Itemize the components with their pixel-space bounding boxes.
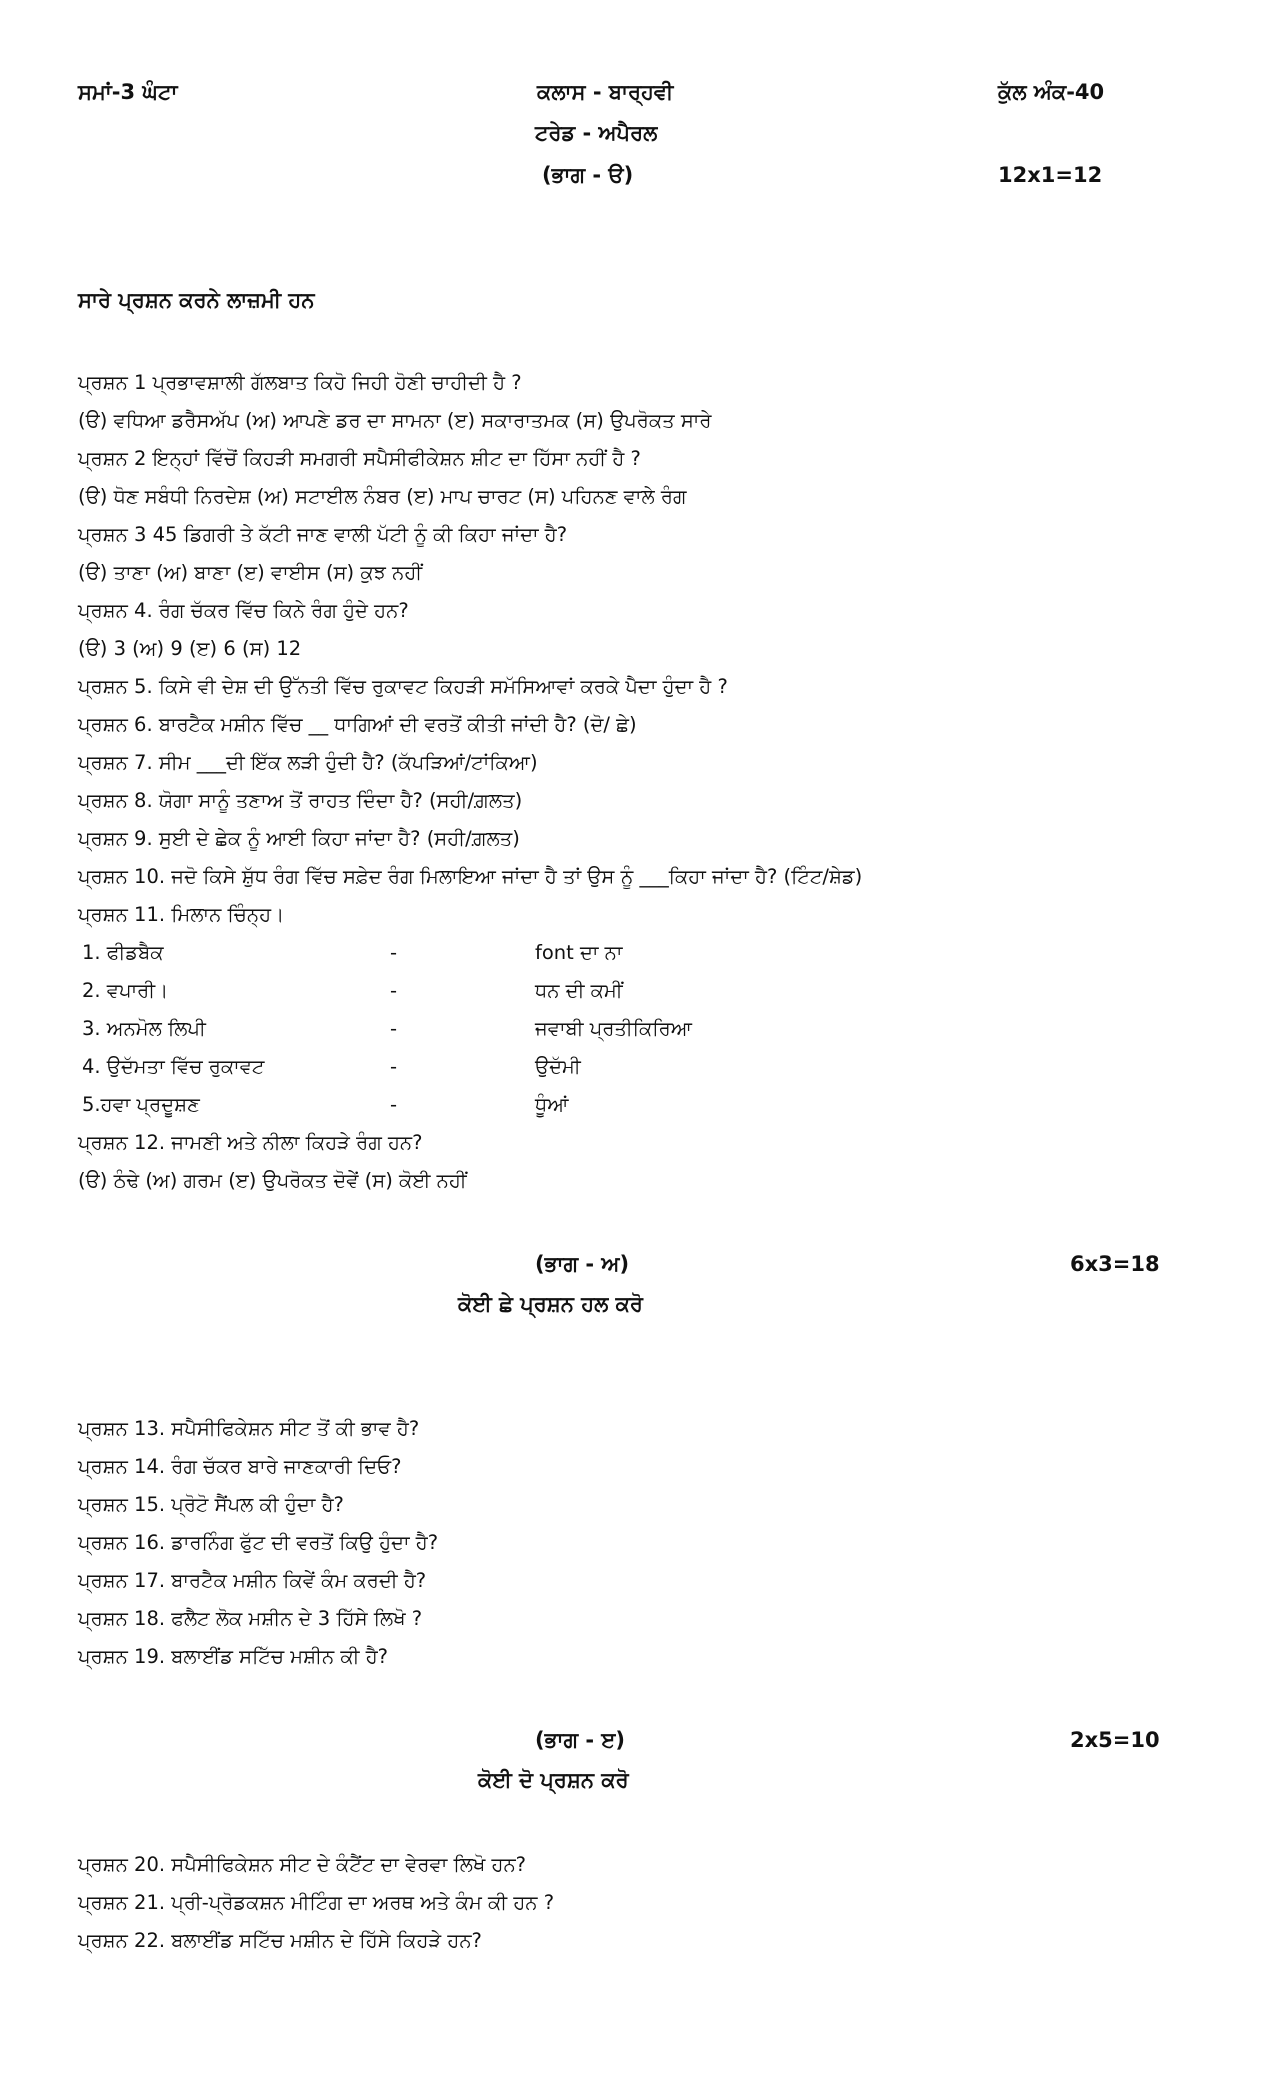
exam-total-marks: ਕੁੱਲ ਅੰਕ-40	[998, 80, 1105, 104]
match-dash: -	[390, 941, 398, 964]
question-line: ਪ੍ਰਸ਼ਨ 19. ਬਲਾਈਂਡ ਸਟਿੱਚ ਮਸ਼ੀਨ ਕੀ ਹੈ?	[78, 1645, 389, 1668]
part-a-marks: 12x1=12	[998, 163, 1103, 187]
match-left-item: 5.ਹਵਾ ਪ੍ਰਦੂਸ਼ਣ	[82, 1093, 200, 1116]
part-b-title: (ਭਾਗ - ਅ)	[535, 1252, 630, 1276]
exam-trade: ਟਰੇਡ - ਅਪੈਰਲ	[535, 121, 658, 145]
match-left-item: 3. ਅਨਮੋਲ ਲਿਪੀ	[82, 1017, 206, 1040]
match-left-item: 2. ਵਪਾਰੀ।	[82, 979, 169, 1002]
question-line: ਪ੍ਰਸ਼ਨ 7. ਸੀਮ ___ਦੀ ਇੱਕ ਲੜੀ ਹੁੰਦੀ ਹੈ? (ਕੱਪੜਿਆਂ/ਟਾਂਕਿਆ)	[78, 751, 538, 774]
question-line: ਪ੍ਰਸ਼ਨ 6. ਬਾਰਟੈਕ ਮਸ਼ੀਨ ਵਿੱਚ __ ਧਾਗਿਆਂ ਦੀ ਵਰਤੋਂ ਕੀਤੀ ਜਾਂਦੀ ਹੈ? (ਦੋ/ ਛੇ)	[78, 713, 637, 736]
question-line: ਪ੍ਰਸ਼ਨ 10. ਜਦੋ ਕਿਸੇ ਸ਼ੁੱਧ ਰੰਗ ਵਿੱਚ ਸਫ਼ੇਦ ਰੰਗ ਮਿਲਾਇਆ ਜਾਂਦਾ ਹੈ ਤਾਂ ਉਸ ਨੂੰ ___ਕਿਹਾ ਜਾਂਦਾ ਹੈ? (ਟਿੰਟ/ਸ਼ੇਡ)	[78, 865, 863, 888]
question-line: ਪ੍ਰਸ਼ਨ 3 45 ਡਿਗਰੀ ਤੇ ਕੱਟੀ ਜਾਣ ਵਾਲੀ ਪੱਟੀ ਨੂੰ ਕੀ ਕਿਹਾ ਜਾਂਦਾ ਹੈ?	[78, 523, 568, 546]
part-a-instruction: ਸਾਰੇ ਪ੍ਰਸ਼ਨ ਕਰਨੇ ਲਾਜ਼ਮੀ ਹਨ	[78, 288, 315, 312]
part-a-title: (ਭਾਗ - ੳ)	[542, 163, 634, 187]
match-right-item: ਉਦੱਮੀ	[535, 1055, 581, 1078]
question-line: (ੳ) ਤਾਣਾ (ਅ) ਬਾਣਾ (ੲ) ਵਾਈਸ (ਸ) ਕੁਝ ਨਹੀਂ	[78, 561, 423, 584]
question-line: (ੳ) ਵਧਿਆ ਡਰੈਸਅੱਪ (ਅ) ਆਪਣੇ ਡਰ ਦਾ ਸਾਮਨਾ (ੲ) ਸਕਾਰਾਤਮਕ (ਸ) ਉਪਰੋਕਤ ਸਾਰੇ	[78, 409, 712, 432]
match-right-item: ਧਨ ਦੀ ਕਮੀਂ	[535, 979, 623, 1002]
match-dash: -	[390, 1017, 398, 1040]
question-line: ਪ੍ਰਸ਼ਨ 17. ਬਾਰਟੈਕ ਮਸ਼ੀਨ ਕਿਵੇਂ ਕੰਮ ਕਰਦੀ ਹੈ?	[78, 1569, 427, 1592]
question-line: ਪ੍ਰਸ਼ਨ 22. ਬਲਾਈਂਡ ਸਟਿੱਚ ਮਸ਼ੀਨ ਦੇ ਹਿੱਸੇ ਕਿਹੜੇ ਹਨ?	[78, 1929, 482, 1952]
part-b-marks: 6x3=18	[1070, 1252, 1160, 1276]
question-line: (ੳ) ਧੋਣ ਸਬੰਧੀ ਨਿਰਦੇਸ਼ (ਅ) ਸਟਾਈਲ ਨੰਬਰ (ੲ) ਮਾਪ ਚਾਰਟ (ਸ) ਪਹਿਨਣ ਵਾਲੇ ਰੰਗ	[78, 485, 687, 508]
question-line: ਪ੍ਰਸ਼ਨ 20. ਸਪੈਸੀਫਿਕੇਸ਼ਨ ਸੀਟ ਦੇ ਕੰਟੈਂਟ ਦਾ ਵੇਰਵਾ ਲਿਖੋ ਹਨ?	[78, 1853, 527, 1876]
question-line: ਪ੍ਰਸ਼ਨ 4. ਰੰਗ ਚੱਕਰ ਵਿੱਚ ਕਿਨੇ ਰੰਗ ਹੁੰਦੇ ਹਨ?	[78, 599, 409, 622]
question-line: (ੳ) 3 (ਅ) 9 (ੲ) 6 (ਸ) 12	[78, 637, 302, 660]
question-options: (ੳ) ਠੰਢੇ (ਅ) ਗਰਮ (ੲ) ਉਪਰੋਕਤ ਦੋਵੇਂ (ਸ) ਕੋਈ ਨਹੀਂ	[78, 1169, 467, 1192]
part-c-title: (ਭਾਗ - ੲ)	[535, 1728, 626, 1752]
match-left-item: 4. ਉਦੱਮਤਾ ਵਿੱਚ ਰੁਕਾਵਟ	[82, 1055, 265, 1078]
question-line: ਪ੍ਰਸ਼ਨ 9. ਸੁਈ ਦੇ ਛੇਕ ਨੂੰ ਆਈ ਕਿਹਾ ਜਾਂਦਾ ਹੈ? (ਸਹੀ/ਗ਼ਲਤ)	[78, 827, 520, 850]
question-line: ਪ੍ਰਸ਼ਨ 8. ਯੋਗਾ ਸਾਨੂੰ ਤਣਾਅ ਤੋਂ ਰਾਹਤ ਦਿੰਦਾ ਹੈ? (ਸਹੀ/ਗ਼ਲਤ)	[78, 789, 523, 812]
match-right-item: ਜਵਾਬੀ ਪ੍ਰਤੀਕਿਰਿਆ	[535, 1017, 692, 1040]
question-line: ਪ੍ਰਸ਼ਨ 15. ਪ੍ਰੋਟੋ ਸੈਂਪਲ ਕੀ ਹੁੰਦਾ ਹੈ?	[78, 1493, 344, 1516]
match-dash: -	[390, 1055, 398, 1078]
question-line: ਪ੍ਰਸ਼ਨ 11. ਮਿਲਾਨ ਚਿੰਨ੍ਹ।	[78, 903, 285, 926]
match-dash: -	[390, 1093, 398, 1116]
part-c-instruction: ਕੋਈ ਦੋ ਪ੍ਰਸ਼ਨ ਕਰੋ	[478, 1768, 629, 1792]
match-right-item: font ਦਾ ਨਾ	[535, 941, 623, 964]
question-line: ਪ੍ਰਸ਼ਨ 13. ਸਪੈਸੀਫਿਕੇਸ਼ਨ ਸੀਟ ਤੋਂ ਕੀ ਭਾਵ ਹੈ?	[78, 1417, 420, 1440]
question-line: ਪ੍ਰਸ਼ਨ 5. ਕਿਸੇ ਵੀ ਦੇਸ਼ ਦੀ ਉੱਨਤੀ ਵਿੱਚ ਰੁਕਾਵਟ ਕਿਹੜੀ ਸਮੱਸਿਆਵਾਂ ਕਰਕੇ ਪੈਦਾ ਹੁੰਦਾ ਹੈ ?	[78, 675, 728, 698]
question-line: ਪ੍ਰਸ਼ਨ 12. ਜਾਮਣੀ ਅਤੇ ਨੀਲਾ ਕਿਹੜੇ ਰੰਗ ਹਨ?	[78, 1131, 423, 1154]
exam-class: ਕਲਾਸ - ਬਾਰ੍ਹਵੀ	[537, 80, 674, 104]
exam-duration: ਸਮਾਂ-3 ਘੰਟਾ	[78, 80, 178, 104]
part-b-instruction: ਕੋਈ ਛੇ ਪ੍ਰਸ਼ਨ ਹਲ ਕਰੋ	[458, 1292, 643, 1316]
question-line: ਪ੍ਰਸ਼ਨ 16. ਡਾਰਨਿੰਗ ਫੁੱਟ ਦੀ ਵਰਤੋਂ ਕਿਉ ਹੁੰਦਾ ਹੈ?	[78, 1531, 439, 1554]
match-dash: -	[390, 979, 398, 1002]
match-right-item: ਧੂੰਆਂ	[535, 1093, 569, 1116]
match-left-item: 1. ਫੀਡਬੈਕ	[82, 941, 164, 964]
question-line: ਪ੍ਰਸ਼ਨ 1 ਪ੍ਰਭਾਵਸ਼ਾਲੀ ਗੱਲਬਾਤ ਕਿਹੋ ਜਿਹੀ ਹੋਣੀ ਚਾਹੀਦੀ ਹੈ ?	[78, 371, 522, 394]
question-line: ਪ੍ਰਸ਼ਨ 18. ਫਲੈਟ ਲੋਕ ਮਸ਼ੀਨ ਦੇ 3 ਹਿੱਸੇ ਲਿਖੋ ?	[78, 1607, 423, 1630]
question-line: ਪ੍ਰਸ਼ਨ 21. ਪ੍ਰੀ-ਪ੍ਰੋਡਕਸ਼ਨ ਮੀਟਿੰਗ ਦਾ ਅਰਥ ਅਤੇ ਕੰਮ ਕੀ ਹਨ ?	[78, 1891, 555, 1914]
question-line: ਪ੍ਰਸ਼ਨ 14. ਰੰਗ ਚੱਕਰ ਬਾਰੇ ਜਾਣਕਾਰੀ ਦਿਓ?	[78, 1455, 402, 1478]
question-line: ਪ੍ਰਸ਼ਨ 2 ਇਨ੍ਹਾਂ ਵਿੱਚੋਂ ਕਿਹੜੀ ਸਮਗਰੀ ਸਪੈਸੀਫੀਕੇਸ਼ਨ ਸ਼ੀਟ ਦਾ ਹਿੱਸਾ ਨਹੀਂ ਹੈ ?	[78, 447, 641, 470]
part-c-marks: 2x5=10	[1070, 1728, 1160, 1752]
